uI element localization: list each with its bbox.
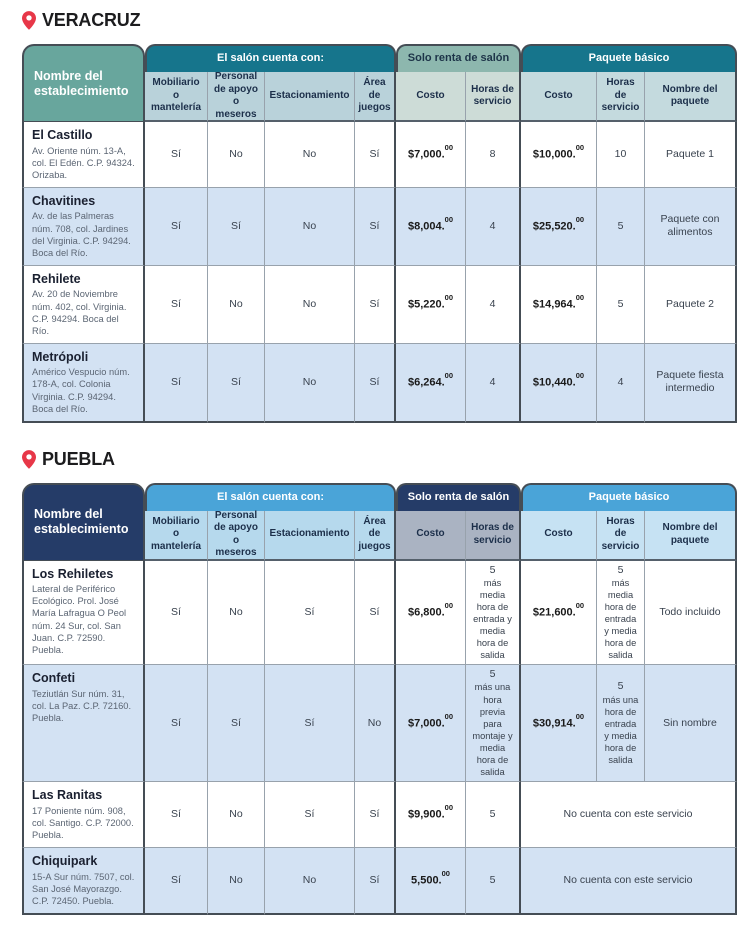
cell-horas-solo: 8 — [466, 122, 521, 188]
cell-nombre-paquete: Todo incluido — [645, 561, 737, 666]
venue-address: Américo Vespucio núm. 178-A, col. Colonia Virginia. C.P. 94294. Boca del Río. — [32, 367, 130, 414]
cell-personal: No — [208, 848, 265, 915]
cell-costo-solo: $6,800.00 — [396, 561, 466, 666]
venue-address: 15-A Sur núm. 7507, col. San José Mayorazgo. C.P. 72450. Puebla. — [32, 871, 135, 906]
group-header-solo-renta: Solo renta de salón — [396, 44, 521, 72]
venue-cell — [22, 561, 145, 666]
venue-cell — [22, 665, 145, 782]
cell-nombre-paquete: Sin nombre — [645, 665, 737, 782]
cell-estacionamiento: No — [265, 188, 355, 266]
cell-costo-solo: $5,220.00 — [396, 266, 466, 344]
cell-estacionamiento: Sí — [265, 561, 355, 666]
cell-costo-paquete: $10,440.00 — [521, 344, 597, 423]
cell-costo-solo: 5,500.00 — [396, 848, 466, 915]
cell-personal: No — [208, 782, 265, 848]
cell-personal: Sí — [208, 665, 265, 782]
col-header-horas-solo: Horas de servicio — [466, 511, 521, 561]
cell-costo-paquete: $30,914.00 — [521, 665, 597, 782]
col-header-personal: Personal de apoyo o meseros — [208, 72, 265, 122]
cell-horas-solo: 4 — [466, 344, 521, 423]
cell-mobiliario: Sí — [145, 188, 208, 266]
cell-horas-paquete: 5 — [597, 188, 645, 266]
cell-mobiliario: Sí — [145, 344, 208, 423]
cell-area-juegos: Sí — [355, 188, 396, 266]
venue-name: Las Ranitas — [32, 788, 103, 803]
section-header-veracruz — [22, 10, 737, 31]
cell-no-service: No cuenta con este servicio — [521, 848, 737, 915]
section-title-puebla: PUEBLA — [42, 448, 115, 469]
cell-horas-solo: 5 — [466, 782, 521, 848]
cell-estacionamiento: No — [265, 122, 355, 188]
group-header-paquete-basico: Paquete básico — [521, 483, 737, 511]
cell-costo-paquete: $25,520.00 — [521, 188, 597, 266]
cell-costo-solo: $7,000.00 — [396, 665, 466, 782]
cell-estacionamiento: No — [265, 344, 355, 423]
cell-mobiliario: Sí — [145, 782, 208, 848]
venue-address: Av. 20 de Noviembre núm. 402, col. Virginia. C.P. 94294. Boca del Río. — [32, 289, 127, 336]
venue-name: Chiquipark — [32, 853, 98, 868]
cell-area-juegos: Sí — [355, 561, 396, 666]
veracruz-venues-table — [22, 44, 737, 423]
col-header-mobiliario: Mobiliario o mantelería — [145, 511, 208, 561]
cell-mobiliario: Sí — [145, 266, 208, 344]
cell-area-juegos: No — [355, 665, 396, 782]
group-header-solo-renta: Solo renta de salón — [396, 483, 521, 511]
venue-cell — [22, 122, 145, 188]
cell-personal: Sí — [208, 344, 265, 423]
cell-costo-solo: $9,900.00 — [396, 782, 466, 848]
venue-name: Confeti — [32, 671, 76, 686]
venue-name: El Castillo — [32, 128, 93, 142]
section-veracruz — [22, 10, 737, 423]
puebla-venues-table — [22, 483, 737, 915]
cell-area-juegos: Sí — [355, 266, 396, 344]
venue-name: Metrópoli — [32, 349, 89, 364]
cell-area-juegos: Sí — [355, 122, 396, 188]
col-header-nombre-paquete: Nombre del paquete — [645, 72, 737, 122]
cell-personal: No — [208, 266, 265, 344]
col-header-costo-paquete: Costo — [521, 72, 597, 122]
venue-address: Av. Oriente núm. 13-A, col. El Edén. C.P. 94324. Orizaba. — [32, 145, 135, 180]
cell-horas-solo: 4 — [466, 188, 521, 266]
col-header-mobiliario: Mobiliario o mantelería — [145, 72, 208, 122]
group-header-el-salon-cuenta-con: El salón cuenta con: — [145, 44, 396, 72]
venue-address: Av. de las Palmeras núm. 708, col. Jardines del Virginia. C.P. 94294. Boca del Río. — [32, 211, 131, 258]
venue-address: Teziutlán Sur núm. 31, col. La Paz. C.P. 72160. Puebla. — [32, 688, 132, 724]
venue-name: Rehilete — [32, 271, 81, 286]
cell-nombre-paquete: Paquete 1 — [645, 122, 737, 188]
col-header-personal: Personal de apoyo o meseros — [208, 511, 265, 561]
cell-mobiliario: Sí — [145, 665, 208, 782]
cell-estacionamiento: Sí — [265, 782, 355, 848]
section-title-veracruz: VERACRUZ — [42, 10, 141, 30]
cell-costo-paquete: $10,000.00 — [521, 122, 597, 188]
col-header-area-juegos: Área de juegos — [355, 511, 396, 561]
venue-name: Los Rehiletes — [32, 566, 114, 581]
cell-horas-solo: 5 más media hora de entrada y media hora de salida — [466, 561, 521, 666]
group-header-el-salon-cuenta-con: El salón cuenta con: — [145, 483, 396, 511]
venue-cell — [22, 344, 145, 423]
cell-nombre-paquete: Paquete con alimentos — [645, 188, 737, 266]
cell-costo-solo: $6,264.00 — [396, 344, 466, 423]
cell-mobiliario: Sí — [145, 561, 208, 666]
venue-name: Chavitines — [32, 193, 96, 208]
col-header-nombre-paquete: Nombre del paquete — [645, 511, 737, 561]
cell-horas-paquete: 5 más una hora de entrada y media hora de salida — [597, 665, 645, 782]
col-header-horas-paquete: Horas de servicio — [597, 511, 645, 561]
location-pin-icon — [22, 450, 36, 469]
cell-estacionamiento: No — [265, 848, 355, 915]
cell-area-juegos: Sí — [355, 848, 396, 915]
cell-mobiliario: Sí — [145, 122, 208, 188]
venue-address: 17 Poniente núm. 908, col. Santigo. C.P. 72000. Puebla. — [32, 805, 134, 840]
cell-horas-paquete: 10 — [597, 122, 645, 188]
cell-nombre-paquete: Paquete fiesta intermedio — [645, 344, 737, 423]
group-header-paquete-basico: Paquete básico — [521, 44, 737, 72]
col-header-horas-solo: Horas de servicio — [466, 72, 521, 122]
cell-horas-paquete: 5 — [597, 266, 645, 344]
section-header-puebla — [22, 449, 737, 470]
col-header-area-juegos: Área de juegos — [355, 72, 396, 122]
col-header-nombre-establecimiento: Nombre del establecimiento — [22, 44, 145, 122]
cell-costo-solo: $7,000.00 — [396, 122, 466, 188]
col-header-costo-solo: Costo — [396, 511, 466, 561]
col-header-nombre-establecimiento: Nombre del establecimiento — [22, 483, 145, 561]
cell-costo-solo: $8,004.00 — [396, 188, 466, 266]
cell-estacionamiento: Sí — [265, 665, 355, 782]
col-header-estacionamiento: Estacionamiento — [265, 511, 355, 561]
cell-no-service: No cuenta con este servicio — [521, 782, 737, 848]
cell-personal: No — [208, 122, 265, 188]
cell-costo-paquete: $21,600.00 — [521, 561, 597, 666]
col-header-estacionamiento: Estacionamiento — [265, 72, 355, 122]
cell-area-juegos: Sí — [355, 344, 396, 423]
venue-address: Lateral de Periférico Ecológico. Prol. José María Lafragua O Peol núm. 24 Sur, col. San Juan. C.P. 72590. Puebla. — [32, 584, 127, 655]
cell-horas-solo: 4 — [466, 266, 521, 344]
cell-horas-solo: 5 — [466, 848, 521, 915]
cell-horas-solo: 5 más una hora previa para montaje y media hora de salida — [466, 665, 521, 782]
venue-cell — [22, 782, 145, 848]
cell-costo-paquete: $14,964.00 — [521, 266, 597, 344]
cell-horas-paquete: 4 — [597, 344, 645, 423]
section-puebla — [22, 449, 737, 915]
col-header-horas-paquete: Horas de servicio — [597, 72, 645, 122]
col-header-costo-solo: Costo — [396, 72, 466, 122]
col-header-costo-paquete: Costo — [521, 511, 597, 561]
location-pin-icon — [22, 11, 36, 30]
cell-area-juegos: Sí — [355, 782, 396, 848]
cell-personal: No — [208, 561, 265, 666]
cell-nombre-paquete: Paquete 2 — [645, 266, 737, 344]
cell-estacionamiento: No — [265, 266, 355, 344]
cell-personal: Sí — [208, 188, 265, 266]
venue-cell — [22, 266, 145, 344]
cell-mobiliario: Sí — [145, 848, 208, 915]
venue-cell — [22, 848, 145, 915]
cell-horas-paquete: 5 más media hora de entrada y media hora de salida — [597, 561, 645, 666]
venue-cell — [22, 188, 145, 266]
